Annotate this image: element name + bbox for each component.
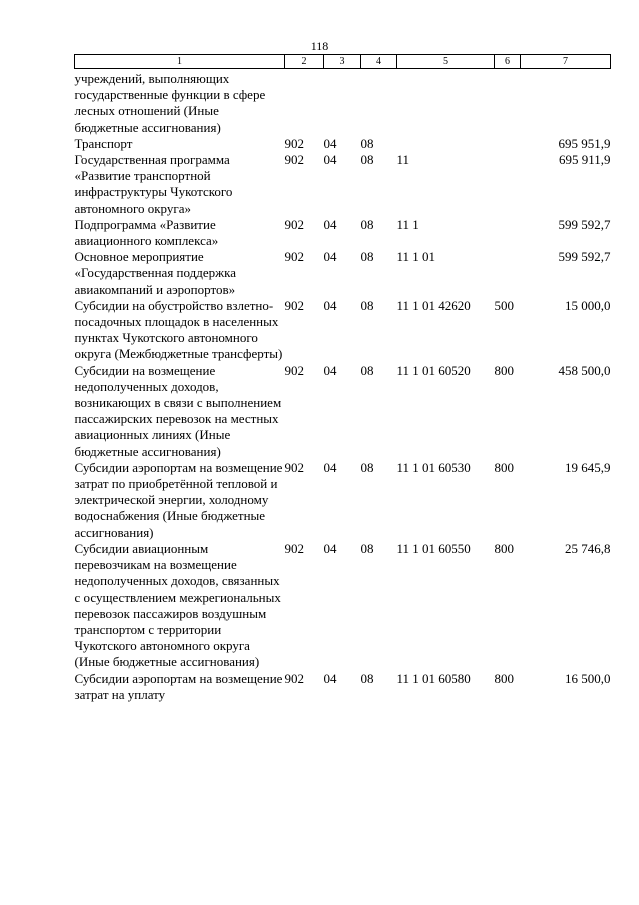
row-section: 04 [323,152,337,168]
header-col-2: 2 [285,55,324,69]
row-name: Субсидии на обустройство взлетно-посадочных площадок в населенных пунктах Чукотского автономного округа (Межбюджетные трансферты) [74,297,283,362]
row-subsection: 08 [360,249,374,265]
table-row [75,541,611,671]
row-amount: 15 000,0 [565,297,611,313]
row-section: 04 [323,459,337,475]
row-ministry: 902 [284,297,304,313]
table-row [75,249,611,298]
header-row [75,55,611,69]
row-target: 11 1 01 42620 [396,297,471,313]
row-expense-type [495,152,521,217]
header-col-3: 3 [324,55,361,69]
header-col-4: 4 [361,55,397,69]
page-number: 118 [310,39,329,53]
row-expense-type: 800 [494,459,514,475]
row-expense-type: 800 [494,362,514,378]
row-target: 11 1 01 60530 [396,459,471,475]
budget-table [74,54,611,703]
row-section: 04 [323,135,337,151]
table-body [75,69,611,703]
row-section: 04 [323,216,337,232]
header-col-5: 5 [397,55,495,69]
table-row [75,152,611,217]
row-name: Подпрограмма «Развитие авиационного комплекса» [74,216,219,249]
table-header [75,55,611,69]
table-row [75,298,611,363]
row-expense-type: 800 [494,670,514,686]
row-section: 04 [323,540,337,556]
table-row [75,217,611,249]
row-target: 11 1 01 60580 [396,670,471,686]
row-expense-type [495,249,521,298]
row-target [397,136,495,152]
row-name: Субсидии аэропортам на возмещение затрат на уплату [74,670,283,702]
row-target: 11 1 01 [396,249,436,265]
row-ministry: 902 [284,216,304,232]
row-expense-type: 500 [494,297,514,313]
row-subsection: 08 [360,216,374,232]
row-amount: 599 592,7 [558,249,611,265]
row-expense-type [495,69,521,136]
row-amount: 458 500,0 [558,362,611,378]
row-subsection: 08 [360,152,374,168]
row-section: 04 [323,297,337,313]
row-ministry: 902 [284,249,304,265]
header-col-1: 1 [75,55,285,69]
table-row [75,363,611,460]
table-row [75,136,611,152]
row-subsection: 08 [360,297,374,313]
row-section: 04 [323,362,337,378]
row-amount: 695 951,9 [558,135,611,151]
row-subsection [361,69,397,136]
row-expense-type: 800 [494,540,514,556]
row-name: Транспорт [74,135,133,151]
row-section: 04 [323,249,337,265]
row-amount: 695 911,9 [558,152,611,168]
row-ministry: 902 [284,459,304,475]
row-section: 04 [323,670,337,686]
row-target: 11 1 01 60550 [396,540,471,556]
row-target: 11 1 01 60520 [396,362,471,378]
header-col-6: 6 [495,55,521,69]
row-amount: 25 746,8 [565,540,611,556]
row-subsection: 08 [360,540,374,556]
table-row [75,460,611,541]
row-name: Государственная программа «Развитие транспортной инфраструктуры Чукотского автономного округа» [74,152,233,216]
row-name: Субсидии на возмещение недополученных доходов, возникающих в связи с выполнением пассажирских перевозок на местных авиационных линиях (Иные бюджетные ассигнования) [74,362,282,459]
row-ministry [285,69,324,136]
row-subsection: 08 [360,459,374,475]
row-name: Субсидии аэропортам на возмещение затрат по приобретённой тепловой и электрической энергии, холодному водоснабжения (Иные бюджетные ассигнования) [74,459,283,540]
row-name: Основное мероприятие «Государственная поддержка авиакомпаний и аэропортов» [74,249,237,297]
row-subsection: 08 [360,670,374,686]
row-amount [521,69,611,136]
row-ministry: 902 [284,540,304,556]
row-ministry: 902 [284,152,304,168]
row-expense-type [495,217,521,249]
table-row [75,671,611,703]
row-target: 11 [396,152,410,168]
row-section [324,69,361,136]
row-expense-type [495,136,521,152]
row-subsection: 08 [360,135,374,151]
header-col-7: 7 [521,55,611,69]
row-name: Субсидии авиационным перевозчикам на возмещение недополученных доходов, связанных с осуществлением межрегиональных перевозок пассажиров воздушным транспортом с территории Чукотского автономного округа (Иные бюджетные ассигнования) [74,540,281,670]
row-amount: 19 645,9 [565,459,611,475]
row-subsection: 08 [360,362,374,378]
row-amount: 16 500,0 [565,670,611,686]
table-row [75,69,611,136]
row-target [397,69,495,136]
row-ministry: 902 [284,670,304,686]
row-ministry: 902 [284,362,304,378]
row-amount: 599 592,7 [558,216,611,232]
row-target: 11 1 [396,216,419,232]
row-ministry: 902 [284,135,304,151]
row-name: учреждений, выполняющих государственные функции в сфере лесных отношений (Иные бюджетные ассигнования) [74,71,266,135]
